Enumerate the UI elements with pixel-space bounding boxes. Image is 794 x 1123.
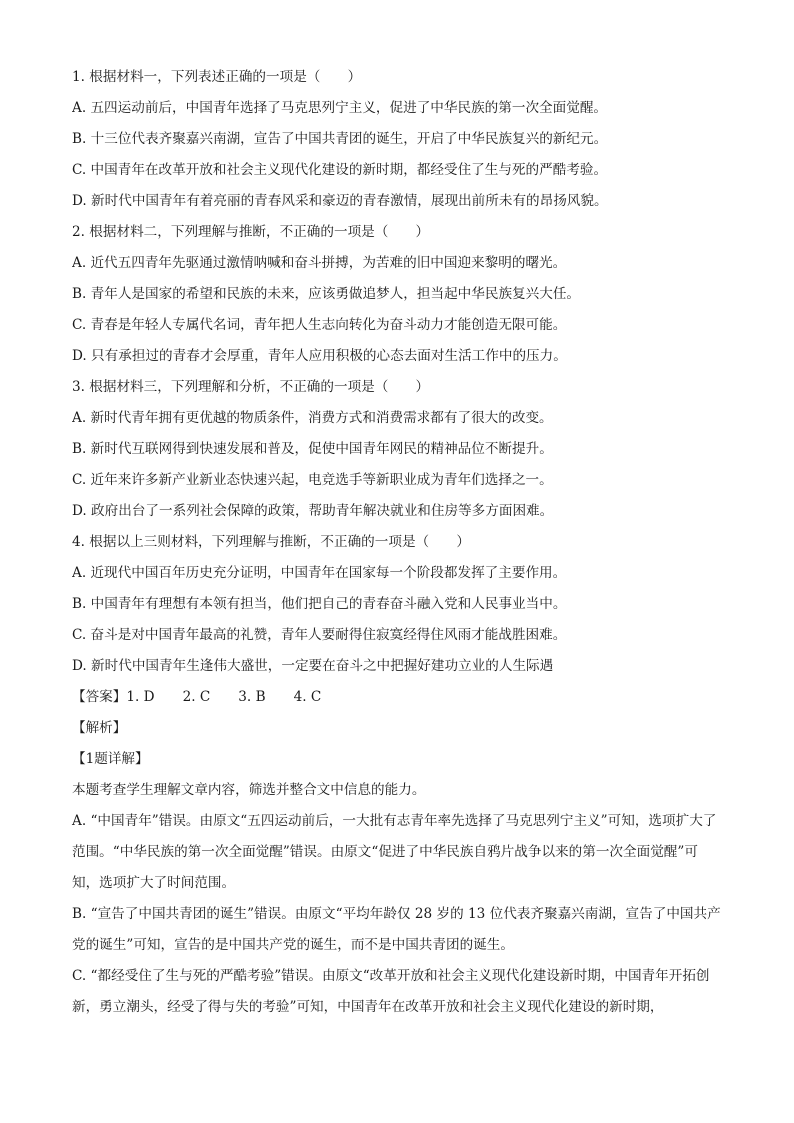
analysis-subtitle: 【1题详解】	[72, 751, 149, 767]
question-4-option-c: C. 奋斗是对中国青年最高的礼赞，青年人要耐得住寂寞经得住风雨才能战胜困难。	[72, 627, 567, 643]
analysis-tag: 【解析】	[72, 720, 127, 736]
answer-line	[72, 682, 724, 713]
question-4-option-d: D. 新时代中国青年生逢伟大盛世，一定要在奋斗之中把握好建功立业的人生际遇	[72, 658, 554, 674]
question-3-option-d: D. 政府出台了一系列社会保障的政策，帮助青年解决就业和住房等多方面困难。	[72, 503, 554, 519]
analysis-paragraph-a: A. “中国青年”错误。由原文“五四运动前后，一大批有志青年率先选择了马克思列宁主义”可知，选项扩大了范围。“中华民族的第一次全面觉醒”错误。由原文“促进了中华民族自鸦片战争以来的第一次全面觉醒”可知，选项扩大了时间范围。	[72, 813, 717, 891]
analysis-paragraph-c: C. “都经受住了生与死的严酷考验”错误。由原文“改革开放和社会主义现代化建设新时期，中国青年开拓创新，勇立潮头，经受了得与失的考验”可知，中国青年在改革开放和社会主义现代化建设的新时期，	[72, 968, 710, 1015]
question-4-option-b: B. 中国青年有理想有本领有担当，他们把自己的青春奋斗融入党和人民事业当中。	[72, 596, 567, 612]
question-1-stem: 1. 根据材料一，下列表述正确的一项是（ ）	[72, 69, 362, 85]
question-1-option-a: A. 五四运动前后，中国青年选择了马克思列宁主义，促进了中华民族的第一次全面觉醒。	[72, 100, 608, 116]
question-3-option-b: B. 新时代互联网得到快速发展和普及，促使中国青年网民的精神品位不断提升。	[72, 441, 553, 457]
question-3-option-c: C. 近年来许多新产业新业态快速兴起，电竞选手等新职业成为青年们选择之一。	[72, 472, 553, 488]
question-1-option-d: D. 新时代中国青年有着亮丽的青春风采和豪迈的青春激情，展现出前所未有的昂扬风貌。	[72, 193, 608, 209]
question-4-option-a: A. 近现代中国百年历史充分证明，中国青年在国家每一个阶段都发挥了主要作用。	[72, 565, 567, 581]
answer-item: 1. D	[126, 689, 155, 705]
question-2-option-a: A. 近代五四青年先驱通过激情呐喊和奋斗拼搏，为苦难的旧中国迎来黎明的曙光。	[72, 255, 567, 271]
question-4-stem: 4. 根据以上三则材料，下列理解与推断，不正确的一项是（ ）	[72, 534, 470, 550]
answer-tag: 【答案】	[72, 689, 127, 705]
question-3-option-a: A. 新时代青年拥有更优越的物质条件，消费方式和消费需求都有了很大的改变。	[72, 410, 553, 426]
question-3-stem: 3. 根据材料三，下列理解和分析，不正确的一项是（ ）	[72, 379, 430, 395]
question-1-option-b: B. 十三位代表齐聚嘉兴南湖，宣告了中国共青团的诞生，开启了中华民族复兴的新纪元。	[72, 131, 608, 147]
analysis-intro: 本题考查学生理解文章内容，筛选并整合文中信息的能力。	[72, 782, 426, 798]
document-content	[72, 62, 724, 1023]
question-2-option-c: C. 青春是年轻人专属代名词，青年把人生志向转化为奋斗动力才能创造无限可能。	[72, 317, 567, 333]
question-2-stem: 2. 根据材料二，下列理解与推断，不正确的一项是（ ）	[72, 224, 430, 240]
question-1-option-c: C. 中国青年在改革开放和社会主义现代化建设的新时期，都经受住了生与死的严酷考验。	[72, 162, 608, 178]
answer-item: 4. C	[293, 689, 322, 705]
question-2-option-b: B. 青年人是国家的希望和民族的未来，应该勇做追梦人，担当起中华民族复兴大任。	[72, 286, 581, 302]
answer-item: 2. C	[182, 689, 211, 705]
question-2-option-d: D. 只有承担过的青春才会厚重，青年人应用积极的心态去面对生活工作中的压力。	[72, 348, 567, 364]
answer-item: 3. B	[238, 689, 266, 705]
analysis-paragraph-b: B. “宣告了中国共青团的诞生”错误。由原文“平均年龄仅 28 岁的 13 位代表齐聚嘉兴南湖，宣告了中国共产党的诞生”可知，宣告的是中国共产党的诞生，而不是中国共青团的诞生。	[72, 906, 721, 953]
